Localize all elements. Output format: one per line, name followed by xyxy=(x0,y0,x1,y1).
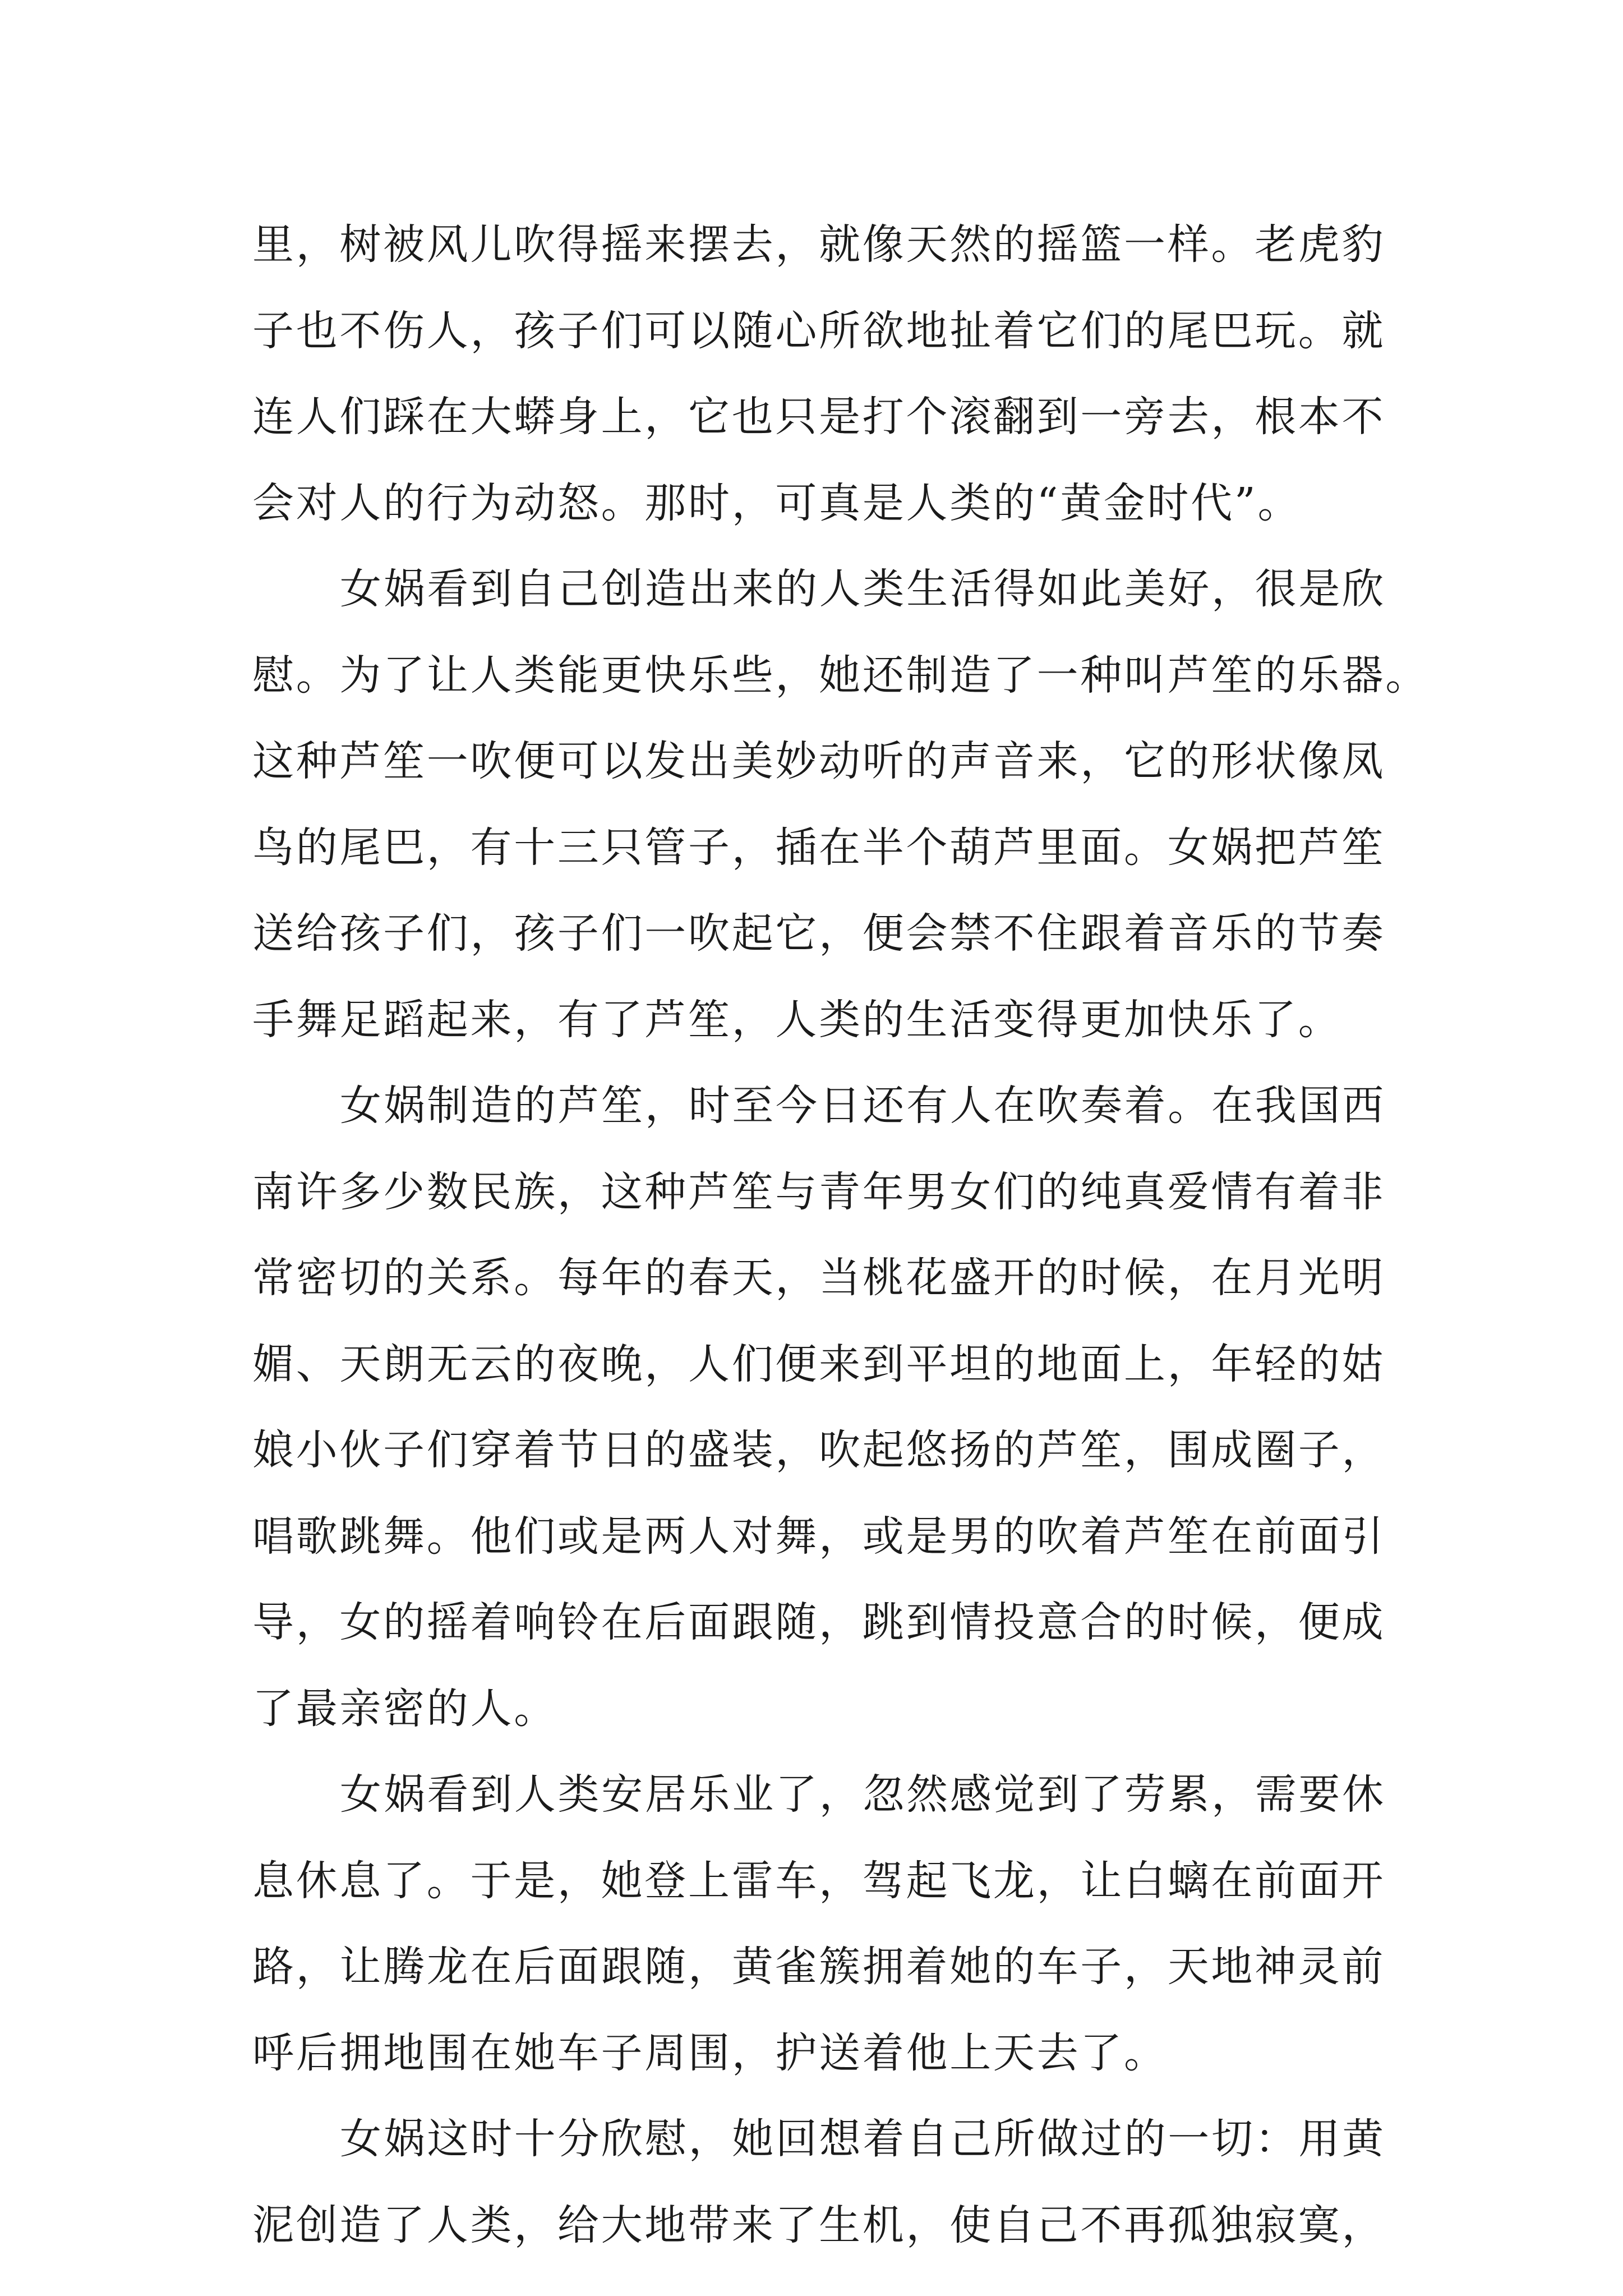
text-line: 里，树被风儿吹得摇来摆去，就像天然的摇篮一样。老虎豹 xyxy=(252,220,1386,269)
text-line: 会对人的行为动怒。那时，可真是人类的“黄金时代”。 xyxy=(252,478,1302,527)
body-text xyxy=(252,202,1429,2269)
text-line: 了最亲密的人。 xyxy=(252,1684,557,1733)
text-line: 女娲看到自己创造出来的人类生活得如此美好，很是欣 xyxy=(340,565,1386,613)
text-line: 息休息了。于是，她登上雷车，驾起飞龙，让白螭在前面开 xyxy=(252,1856,1386,1905)
text-line: 慰。为了让人类能更快乐些，她还制造了一种叫芦笙的乐器。 xyxy=(252,651,1429,700)
text-line: 媚、天朗无云的夜晚，人们便来到平坦的地面上，年轻的姑 xyxy=(252,1340,1386,1388)
paragraph-4 xyxy=(252,1752,1386,2096)
text-line: 这种芦笙一吹便可以发出美妙动听的声音来，它的形状像凤 xyxy=(252,737,1386,785)
text-line: 子也不伤人，孩子们可以随心所欲地扯着它们的尾巴玩。就 xyxy=(252,306,1386,355)
text-line: 南许多少数民族，这种芦笙与青年男女们的纯真爱情有着非 xyxy=(252,1167,1386,1216)
text-line: 导，女的摇着响铃在后面跟随，跳到情投意合的时候，便成 xyxy=(252,1598,1386,1646)
text-line: 送给孩子们，孩子们一吹起它，便会禁不住跟着音乐的节奏 xyxy=(252,909,1386,958)
text-line: 连人们踩在大蟒身上，它也只是打个滚翻到一旁去，根本不 xyxy=(252,393,1386,441)
text-line: 唱歌跳舞。他们或是两人对舞，或是男的吹着芦笙在前面引 xyxy=(252,1512,1386,1561)
text-line: 鸟的尾巴，有十三只管子，插在半个葫芦里面。女娲把芦笙 xyxy=(252,823,1386,872)
text-line: 手舞足蹈起来，有了芦笙，人类的生活变得更加快乐了。 xyxy=(252,995,1342,1044)
text-line: 娘小伙子们穿着节日的盛装，吹起悠扬的芦笙，围成圈子， xyxy=(252,1426,1386,1474)
text-line: 女娲看到人类安居乐业了，忽然感觉到了劳累，需要休 xyxy=(340,1770,1386,1819)
paragraph-1 xyxy=(252,202,1386,546)
text-line: 常密切的关系。每年的春天，当桃花盛开的时候，在月光明 xyxy=(252,1254,1386,1302)
paragraph-3 xyxy=(252,1063,1386,1752)
text-line: 女娲制造的芦笙，时至今日还有人在吹奏着。在我国西 xyxy=(340,1082,1386,1130)
text-line: 女娲这时十分欣慰，她回想着自己所做过的一切：用黄 xyxy=(340,2115,1386,2163)
text-line: 路，让腾龙在后面跟随，黄雀簇拥着她的车子，天地神灵前 xyxy=(252,1943,1386,1991)
paragraph-5 xyxy=(252,2096,1386,2269)
paragraph-2 xyxy=(252,546,1429,1063)
text-line: 泥创造了人类，给大地带来了生机，使自己不再孤独寂寞， xyxy=(252,2201,1386,2249)
text-line: 呼后拥地围在她车子周围，护送着他上天去了。 xyxy=(252,2028,1168,2077)
